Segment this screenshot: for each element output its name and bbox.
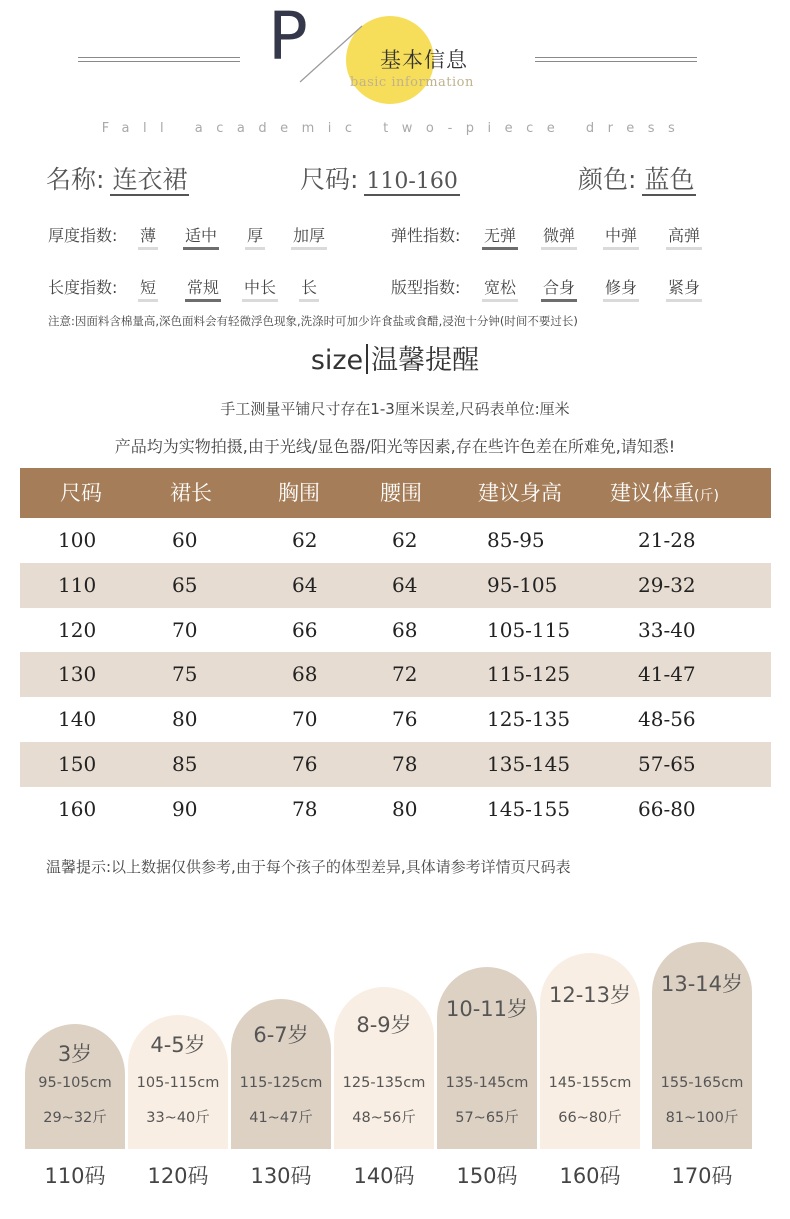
color-label: 颜色: (578, 165, 637, 194)
reference-tip: 温馨提示:以上数据仅供参考,由于每个孩子的体型差异,具体请参考详情页尺码表 (46, 858, 571, 876)
size-code-label: 160码 (559, 1164, 621, 1188)
size-code-label: 170码 (671, 1164, 733, 1188)
age-label: 3岁 (57, 1042, 93, 1066)
thickness-option: 厚 (245, 223, 265, 250)
thickness-option: 薄 (138, 223, 158, 250)
cell-size: 100 (58, 528, 97, 552)
cell-chest: 66 (292, 617, 318, 642)
fit-option-selected: 合身 (541, 275, 577, 302)
size-table-body (20, 518, 771, 832)
cell-weight: 48-56 (638, 707, 696, 732)
cell-chest: 62 (292, 528, 318, 552)
fit-label: 版型指数: (391, 278, 461, 297)
cell-chest: 64 (292, 572, 318, 597)
elasticity-option: 高弹 (666, 223, 702, 250)
care-note: 注意:因面料含棉量高,深色面料会有轻微浮色现象,洗涤时可加少许食盐或食醋,浸泡十分钟(时间不要过长) (48, 314, 578, 328)
cell-height: 115-125 (487, 662, 571, 687)
header-title: 基本信息 (380, 48, 468, 72)
cell-waist: 62 (392, 528, 418, 552)
age-label: 6-7岁 (253, 1023, 309, 1047)
cell-dress-length: 80 (172, 707, 198, 732)
age-arch (652, 942, 752, 1149)
cell-weight: 33-40 (638, 617, 696, 642)
cell-chest: 68 (292, 662, 318, 687)
age-arch (25, 1024, 125, 1149)
thickness-option-selected: 适中 (183, 223, 219, 250)
cell-weight: 57-65 (638, 751, 696, 776)
cell-dress-length: 65 (172, 572, 198, 597)
fit-option: 修身 (603, 275, 639, 302)
length-option: 长 (299, 275, 319, 302)
size-section-title (0, 338, 790, 377)
cell-chest: 76 (292, 751, 318, 776)
cell-dress-length: 75 (172, 662, 198, 687)
cell-size: 120 (58, 617, 97, 642)
cell-height: 145-155 (487, 796, 571, 821)
header-weight-unit: (斤) (694, 488, 719, 504)
elasticity-label: 弹性指数: (391, 226, 461, 245)
age-arch (231, 999, 331, 1149)
length-option: 中长 (242, 275, 278, 302)
header-left-rule (78, 57, 240, 62)
table-row (20, 518, 771, 563)
size-code-label: 150码 (456, 1164, 518, 1188)
size-code-label: 120码 (147, 1164, 209, 1188)
header-subtitle: basic information (350, 75, 474, 90)
cell-size: 130 (58, 662, 97, 687)
header-weight (610, 468, 719, 521)
weight-range: 57~65斤 (455, 1110, 519, 1126)
age-label: 4-5岁 (150, 1033, 206, 1057)
size-code-label: 140码 (353, 1164, 415, 1188)
header-height: 建议身高 (478, 481, 562, 505)
size-title-left: size (310, 345, 364, 376)
size-table (20, 468, 771, 832)
cell-waist: 80 (392, 796, 418, 821)
cell-size: 110 (58, 572, 97, 597)
cell-height: 125-135 (487, 707, 571, 732)
size-title-divider (366, 344, 368, 374)
length-option-selected: 常规 (185, 275, 221, 302)
weight-range: 29~32斤 (43, 1110, 107, 1126)
cell-height: 85-95 (487, 528, 545, 552)
cell-weight: 21-28 (638, 528, 696, 552)
header-right-rule (535, 57, 697, 62)
size-table-header (20, 468, 771, 518)
height-range: 155-165cm (660, 1075, 744, 1091)
age-arch (128, 1015, 228, 1149)
weight-range: 33~40斤 (146, 1110, 210, 1126)
cell-size: 150 (58, 751, 97, 776)
age-arch (334, 987, 434, 1149)
age-label: 10-11岁 (445, 997, 529, 1021)
length-option: 短 (138, 275, 158, 302)
size-label: 尺码: (300, 165, 359, 194)
age-arch (540, 953, 640, 1149)
age-arch (437, 967, 537, 1149)
size-title-right: 温馨提醒 (371, 345, 480, 376)
weight-range: 41~47斤 (249, 1110, 313, 1126)
color-value: 蓝色 (644, 165, 695, 194)
height-range: 135-145cm (445, 1075, 529, 1091)
elasticity-option: 中弹 (603, 223, 639, 250)
table-row (20, 608, 771, 653)
size-value: 110-160 (366, 169, 458, 194)
header-size: 尺码 (60, 481, 102, 505)
measurement-note: 手工测量平铺尺寸存在1-3厘米误差,尺码表单位:厘米 (220, 400, 570, 418)
cell-chest: 70 (292, 707, 318, 732)
elasticity-option-selected: 无弹 (482, 223, 518, 250)
header-chest: 胸围 (278, 481, 320, 505)
thickness-option: 加厚 (291, 223, 327, 250)
weight-range: 48~56斤 (352, 1110, 416, 1126)
cell-waist: 64 (392, 572, 418, 597)
name-field (46, 160, 189, 196)
cell-dress-length: 70 (172, 617, 198, 642)
cell-dress-length: 60 (172, 528, 198, 552)
age-label: 12-13岁 (548, 983, 632, 1007)
table-row (20, 697, 771, 742)
cell-weight: 41-47 (638, 662, 696, 687)
header-letter: P (268, 0, 308, 75)
name-label: 名称: (46, 165, 105, 194)
cell-size: 160 (58, 796, 97, 821)
size-field (300, 160, 460, 196)
header-dress-length: 裙长 (170, 481, 212, 505)
header-tagline: Fall academic two-piece dress (101, 121, 689, 136)
table-row (20, 742, 771, 787)
height-range: 115-125cm (239, 1075, 323, 1091)
color-difference-note: 产品均为实物拍摄,由于光线/显色器/阳光等因素,存在些许色差在所难免,请知悉! (114, 437, 676, 456)
cell-height: 135-145 (487, 751, 571, 776)
age-label: 13-14岁 (660, 972, 744, 996)
cell-height: 105-115 (487, 617, 571, 642)
weight-range: 81~100斤 (665, 1110, 739, 1126)
cell-waist: 76 (392, 707, 418, 732)
elasticity-option: 微弹 (541, 223, 577, 250)
fit-option: 宽松 (482, 275, 518, 302)
height-range: 95-105cm (38, 1075, 112, 1091)
cell-height: 95-105 (487, 572, 558, 597)
height-range: 125-135cm (342, 1075, 426, 1091)
cell-weight: 66-80 (638, 796, 696, 821)
size-code-label: 130码 (250, 1164, 312, 1188)
size-code-label: 110码 (44, 1164, 106, 1188)
cell-chest: 78 (292, 796, 318, 821)
thickness-label: 厚度指数: (48, 226, 118, 245)
length-label: 长度指数: (48, 278, 118, 297)
cell-weight: 29-32 (638, 572, 696, 597)
color-field (578, 160, 696, 196)
cell-dress-length: 85 (172, 751, 198, 776)
table-row (20, 652, 771, 697)
cell-waist: 68 (392, 617, 418, 642)
cell-size: 140 (58, 707, 97, 732)
header-waist: 腰围 (380, 481, 422, 505)
header-weight-label: 建议体重 (610, 481, 694, 505)
table-row (20, 563, 771, 608)
cell-waist: 78 (392, 751, 418, 776)
name-value: 连衣裙 (112, 165, 188, 194)
cell-dress-length: 90 (172, 796, 198, 821)
weight-range: 66~80斤 (558, 1110, 622, 1126)
height-range: 105-115cm (136, 1075, 220, 1091)
fit-option: 紧身 (666, 275, 702, 302)
age-label: 8-9岁 (356, 1013, 412, 1037)
height-range: 145-155cm (548, 1075, 632, 1091)
table-row (20, 787, 771, 832)
cell-waist: 72 (392, 662, 418, 687)
